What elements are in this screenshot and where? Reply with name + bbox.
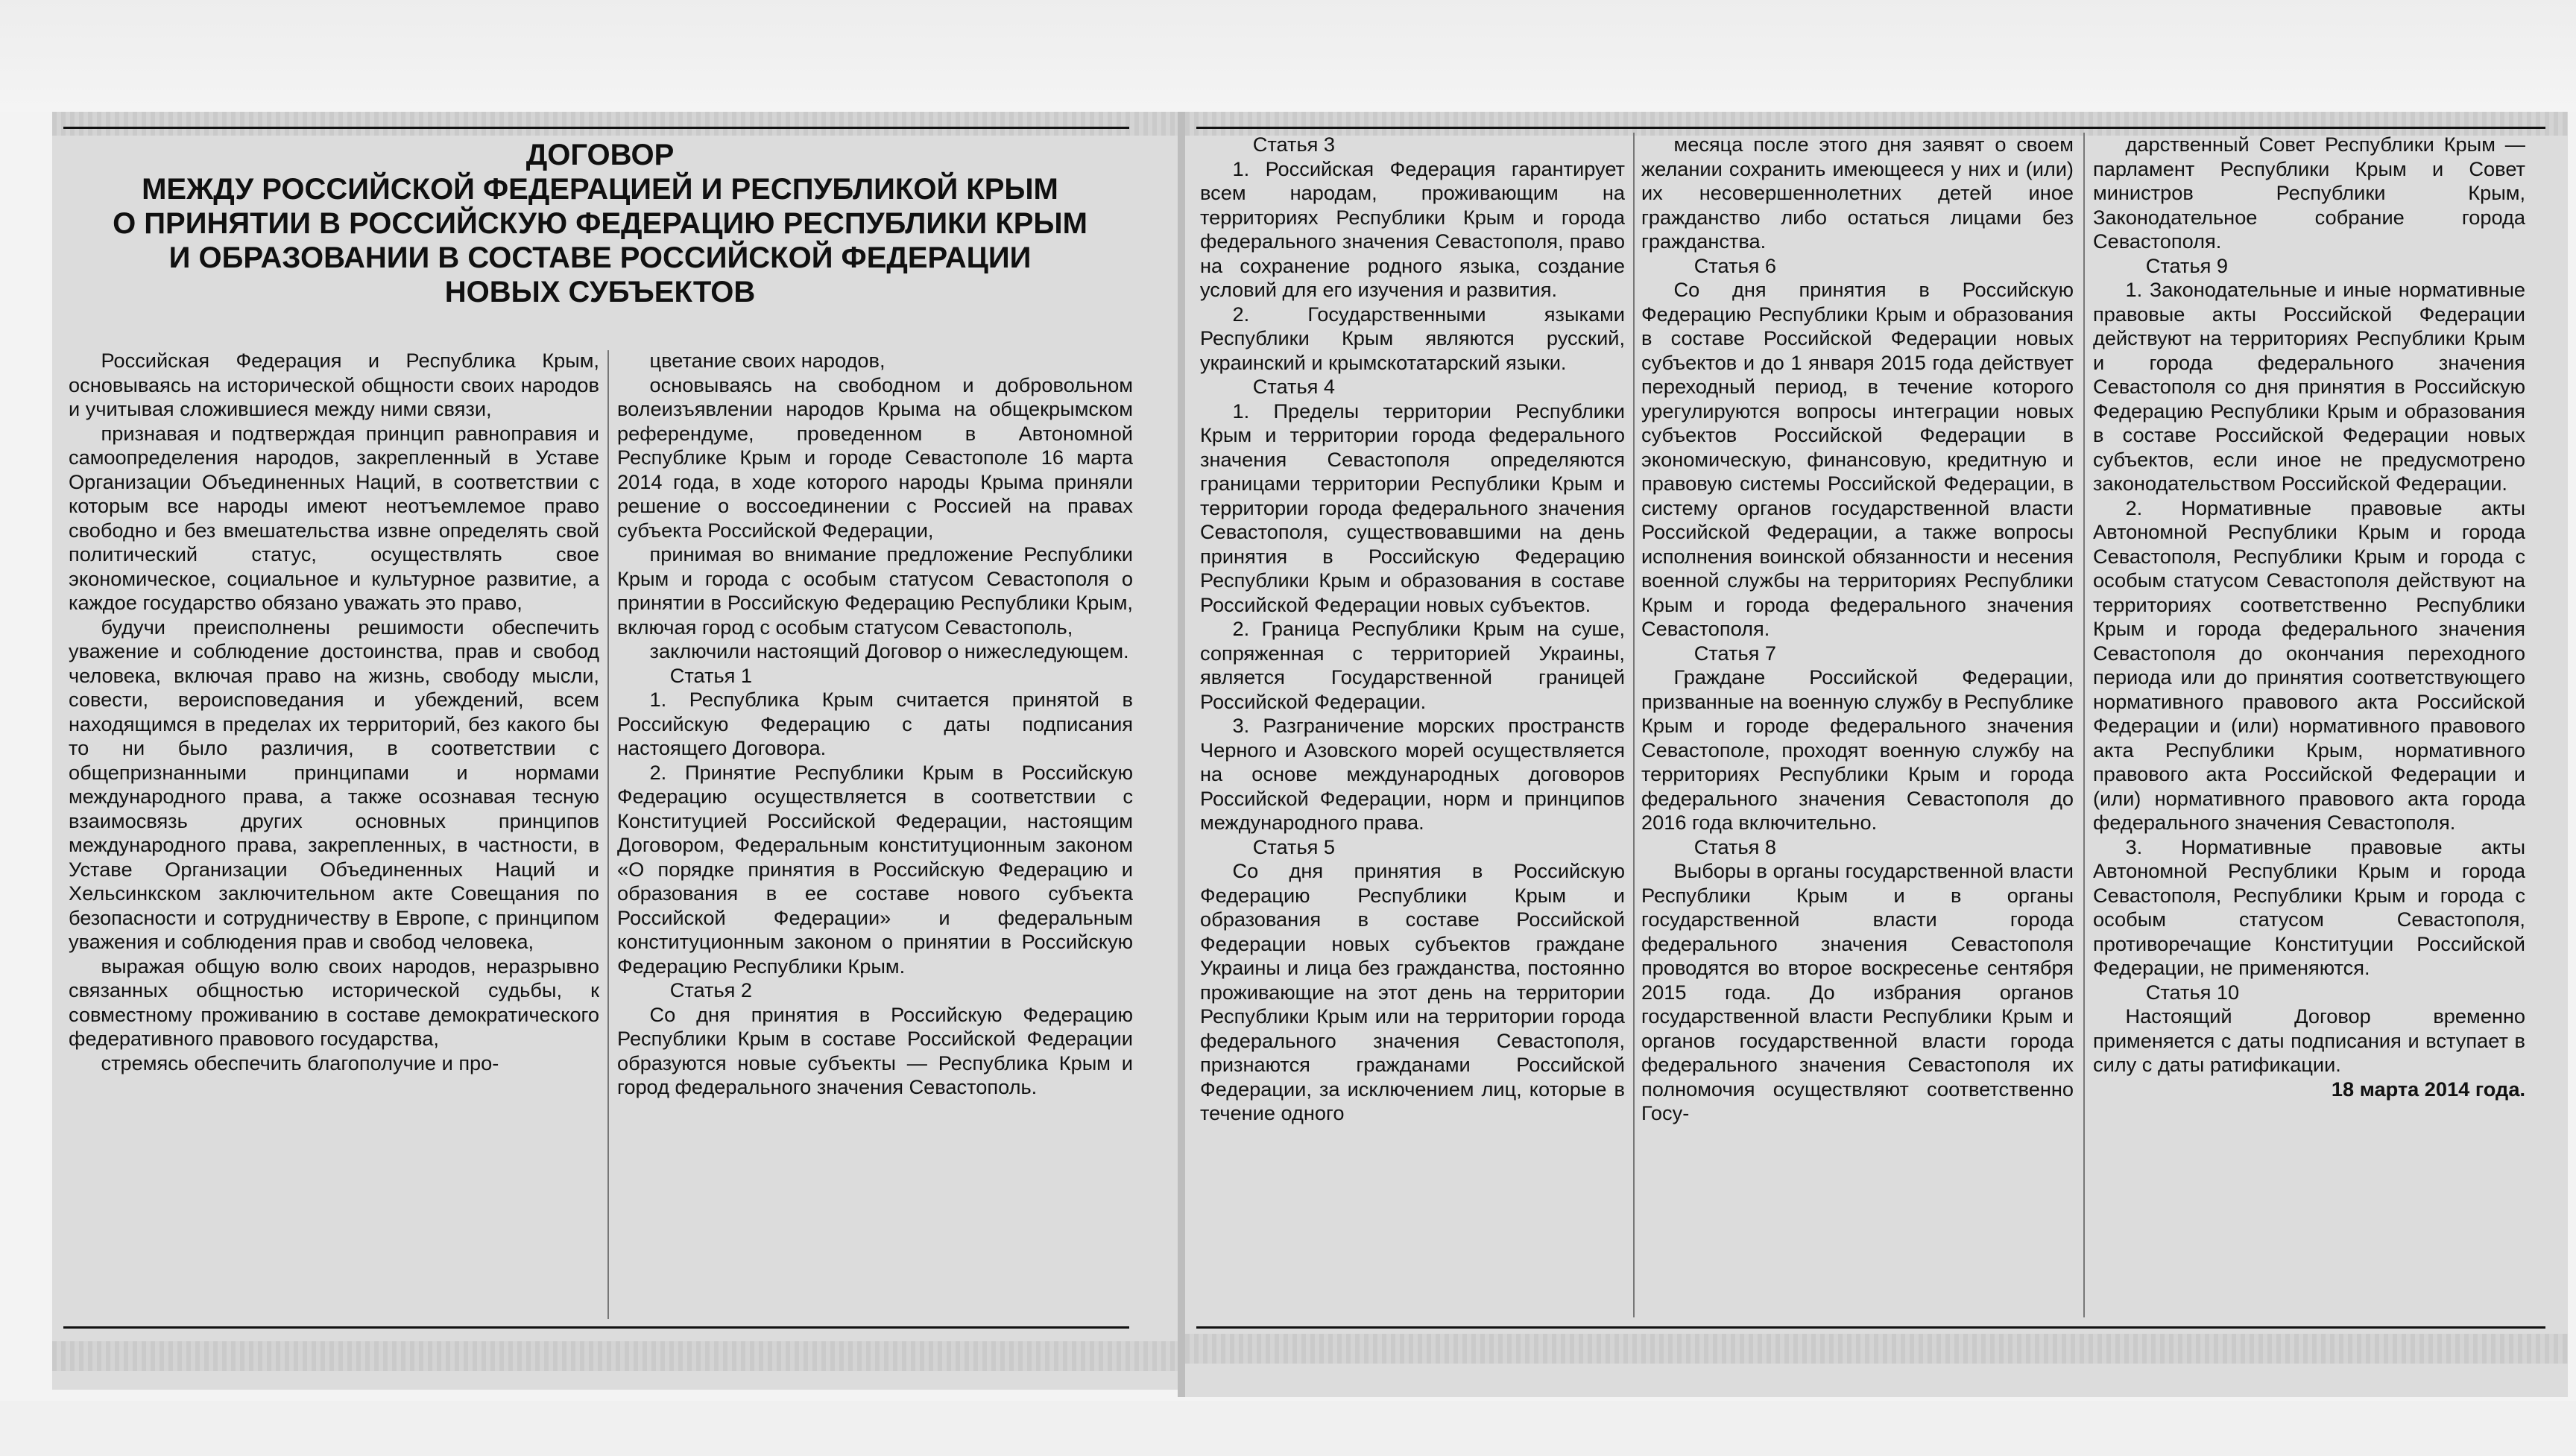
paragraph: Со дня принятия в Российскую Федерацию Республики Крым в составе Российской Федерации образуются новые субъекты — Республика Крым и город федерального значения Севастополь.	[617, 1002, 1133, 1098]
paragraph: 2. Государственными языками Республики Крым являются русский, украинский и крымскотатарский языки.	[1200, 302, 1625, 374]
article-heading: Статья 10	[2145, 980, 2240, 1004]
paragraph: цветание своих народов,	[649, 349, 886, 372]
top-rule	[63, 127, 1129, 129]
paragraph: принимая во внимание предложение Республики Крым и города с особым статусом Севастополя о принятии в Российскую Федерацию Республики Крым, включая город с особым статусом Севастополь,	[617, 542, 1133, 639]
paragraph: Российская Федерация и Республика Крым, основываясь на исторической общности своих народов и учитывая сложившиеся между ними связи,	[69, 349, 599, 420]
column-divider	[1633, 133, 1635, 1317]
article-heading: Статья 7	[1693, 641, 1777, 665]
paragraph: 1. Республика Крым считается принятой в Российскую Федерацию с даты подписания настоящего Договора.	[617, 688, 1133, 759]
signing-date: 18 марта 2014 года.	[2331, 1077, 2525, 1101]
paragraph: 2. Принятие Республики Крым в Российскую Федерацию осуществляется в соответствии с Конституцией Российской Федерации, настоящим Договором, Федеральным конституционным законом «О порядке принятия в Российскую Федерацию и образования в ее составе нового субъекта Российской Федерации» и федеральным конституционным законом о принятии в Российскую Федерацию Республики Крым.	[617, 760, 1133, 978]
paragraph: 3. Нормативные правовые акты Автономной Республики Крым и города Севастополя, Республики Крым и города с особым статусом Севастополя, противоречащие Конституции Российской Федерации, не применяются.	[2093, 835, 2525, 979]
column-divider	[607, 350, 609, 1319]
paragraph: Со дня принятия в Российскую Федерацию Республики Крым и образования в составе Российской Федерации новых субъектов граждане Украины и лица без гражданства, постоянно проживающие на этот день на территории Республики Крым или на территории города федерального значения Севастополя, признаются гражданами Российской Федерации, за исключением лиц, которые в течение одного	[1200, 859, 1625, 1124]
bleed-through-band	[1185, 1334, 2568, 1364]
paragraph: стремясь обеспечить благополучие и про-	[101, 1051, 499, 1074]
paragraph: заключили настоящий Договор о нижеследующем.	[649, 639, 1129, 662]
paragraph: месяца после этого дня заявят о своем желании сохранить имеющееся у них и (или) их несовершеннолетних детей иное гражданство либо остаться лицами без гражданства.	[1641, 133, 2074, 253]
bottom-rule	[63, 1326, 1129, 1329]
paragraph: Выборы в органы государственной власти Республики Крым и в органы государственной власти города федерального значения Севастополя проводятся во второе воскресенье сентября 2015 года. До избрания органов государственной власти Республики Крым и органов государственной власти города федерального значения Севастополя их полномочия осуществляют соответственно Госу-	[1641, 859, 2074, 1124]
background-top	[0, 0, 2576, 112]
paragraph: 1. Пределы территории Республики Крым и территории города федерального значения Севастополя определяются границами территории Республики Крым и территории города федерального значения Севастополя, существовавшими на день принятия в Российскую Федерацию Республики Крым и образования в составе Российской Федерации новых субъектов.	[1200, 399, 1625, 616]
text-column-5	[2093, 133, 2525, 1316]
document-title	[82, 138, 1118, 309]
article-heading: Статья 8	[1693, 835, 1777, 858]
column-divider	[2083, 133, 2085, 1317]
article-heading: Статья 9	[2145, 253, 2229, 277]
paragraph: 1. Законодательные и иные нормативные правовые акты Российской Федерации действуют на территориях Республики Крым и города федерального значения Севастополя со дня принятия в Российскую Федерацию Республики Крым и образования в составе Российской Федерации новых субъектов, если иное не предусмотрено законодательством Российской Федерации.	[2093, 278, 2525, 495]
article-heading: Статья 3	[1252, 133, 1336, 156]
paragraph: 2. Граница Республики Крым на суше, сопряженная с территорией Украины, является Государственной границей Российской Федерации.	[1200, 617, 1625, 713]
paragraph: признавая и подтверждая принцип равноправия и самоопределения народов, закрепленный в Уставе Организации Объединенных Наций, в соответствии с которым все народы имеют неотъемлемое право свободно и без вмешательства извне определять свой политический статус, осуществлять свое экономическое, социальное и культурное развитие, а каждое государство обязано уважать это право,	[69, 421, 599, 614]
paragraph: Со дня принятия в Российскую Федерацию Республики Крым и образования в составе Российской Федерации новых субъектов и до 1 января 2015 года действует переходный период, в течение которого урегулируются вопросы интеграции новых субъектов Российской Федерации в экономическую, финансовую, кредитную и правовую системы Российской Федерации, в систему органов государственной власти Российской Федерации, а также вопросы исполнения воинской обязанности и несения военной службы на территориях Республики Крым и города федерального значения Севастополя.	[1641, 278, 2074, 640]
text-column-4	[1641, 133, 2074, 1316]
title-line: О ПРИНЯТИИ В РОССИЙСКУЮ ФЕДЕРАЦИЮ РЕСПУБЛИКИ КРЫМ	[113, 207, 1087, 240]
title-line: НОВЫХ СУБЪЕКТОВ	[444, 276, 756, 308]
paragraph: 2. Нормативные правовые акты Автономной Республики Крым и города Севастополя, Республики Крым и города с особым статусом Севастополя действуют на территориях соответственно Республики Крым и города федерального значения Севастополя до окончания переходного периода или до принятия соответствующего нормативного правового акта Российской Федерации и (или) нормативного правового акта Республики Крым, нормативного правового акта Российской Федерации и (или) нормативного правового акта города федерального значения Севастополя.	[2093, 496, 2525, 834]
bleed-through-band	[52, 112, 1178, 136]
paragraph: будучи преисполнены решимости обеспечить уважение и соблюдение достоинства, прав и свобод человека, включая право на жизнь, свободу мысли, совести, вероисповедания и убеждений, всем находящимся в пределах их территорий, без какого бы то ни было различия, в соответствии с общепризнанными принципами и нормами международного права, а также осознавая тесную взаимосвязь других основных принципов международного права, закрепленных, в частности, в Уставе Организации Объединенных Наций и Хельсинкском заключительном акте Совещания по безопасности и сотрудничеству в Европе, с принципом уважения и соблюдения прав и свобод человека,	[69, 615, 599, 953]
paragraph: Граждане Российской Федерации, призванные на военную службу в Республике Крым и городе федерального значения Севастополе, проходят военную службу на территориях Республики Крым и города федерального значения Севастополя до 2016 года включительно.	[1641, 665, 2074, 834]
paragraph: основываясь на свободном и добровольном волеизъявлении народов Крыма на общекрымском референдуме, проведенном в Автономной Республике Крым и городе Севастополе 16 марта 2014 года, в ходе которого народы Крыма приняли решение о воссоединении с Россией на правах субъекта Российской Федерации,	[617, 373, 1133, 542]
top-rule	[1196, 127, 2545, 129]
title-line: И ОБРАЗОВАНИИ В СОСТАВЕ РОССИЙСКОЙ ФЕДЕРАЦИИ	[168, 241, 1032, 274]
bleed-through-band	[52, 1341, 1178, 1371]
text-column-2	[617, 349, 1133, 1317]
article-heading: Статья 4	[1252, 375, 1336, 398]
bottom-rule	[1196, 1326, 2545, 1329]
article-heading: Статья 6	[1693, 253, 1777, 277]
text-column-1	[69, 349, 599, 1317]
paragraph: 3. Разграничение морских пространств Черного и Азовского морей осуществляется на основе международных договоров Российской Федерации, норм и принципов международного права.	[1200, 714, 1625, 834]
paragraph: 1. Российская Федерация гарантирует всем народам, проживающим на территориях Республики Крым и города федерального значения Севастополя, право на сохранение родного языка, создание условий для его изучения и развития.	[1200, 156, 1625, 301]
paragraph: дарственный Совет Республики Крым — парламент Республики Крым и Совет министров Республики Крым, Законодательное собрание города Севастополя.	[2093, 133, 2525, 253]
background-bottom	[0, 1401, 2576, 1456]
title-line: МЕЖДУ РОССИЙСКОЙ ФЕДЕРАЦИЕЙ И РЕСПУБЛИКОЙ КРЫМ	[142, 173, 1058, 206]
title-line: ДОГОВОР	[525, 139, 675, 171]
article-heading: Статья 1	[669, 663, 753, 687]
paragraph: выражая общую волю своих народов, неразрывно связанных общностью исторической судьбы, к совместному проживанию в составе демократического федеративного правового государства,	[69, 954, 599, 1050]
article-heading: Статья 5	[1252, 835, 1336, 858]
paragraph: Настоящий Договор временно применяется с даты подписания и вступает в силу с даты ратификации.	[2093, 1004, 2525, 1076]
text-column-3	[1200, 133, 1625, 1316]
article-heading: Статья 2	[669, 978, 753, 1001]
